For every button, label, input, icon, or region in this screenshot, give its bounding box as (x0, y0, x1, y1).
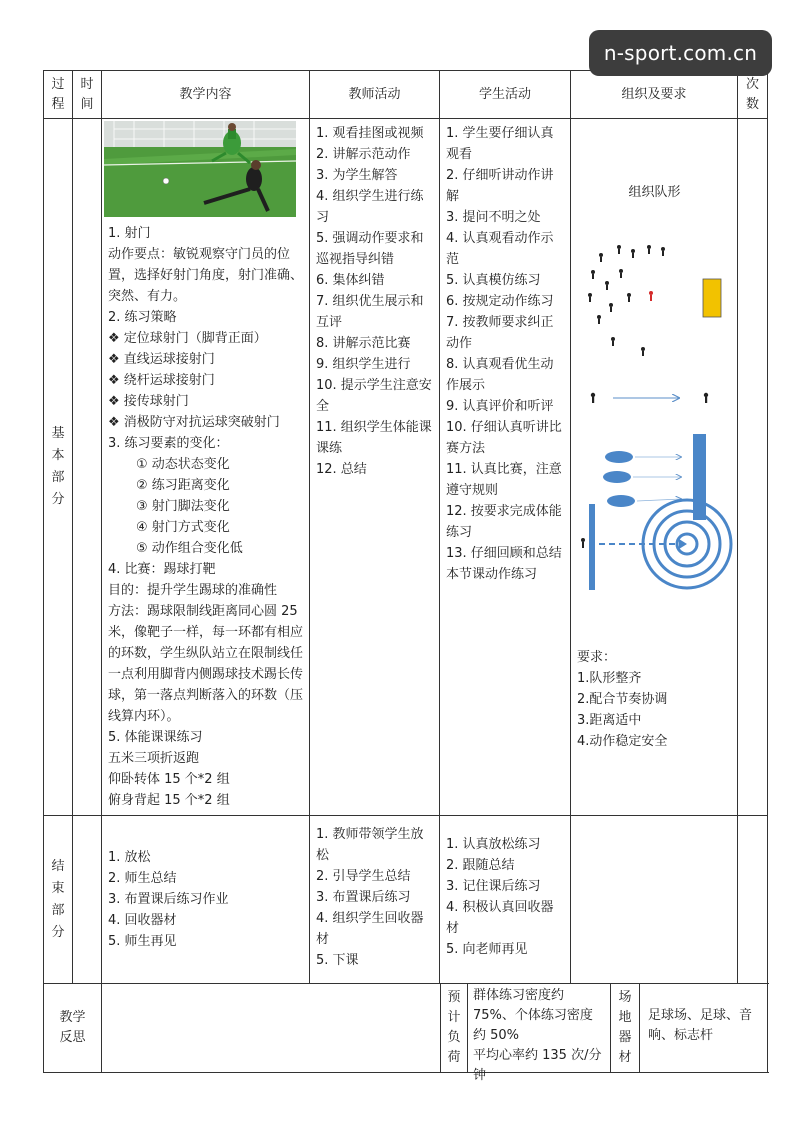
ending-content-item: 4. 回收器材 (108, 913, 177, 928)
basic-content-text (102, 223, 309, 815)
ending-org-cell (571, 816, 738, 984)
lesson-plan-table (43, 70, 768, 1083)
requirements-block (577, 647, 667, 752)
content-line: 俯身背起 15 个*2 组 (108, 793, 230, 808)
requirement-item: 2.配合节奏协调 (577, 692, 668, 707)
leader-icon (649, 291, 653, 301)
ending-student-item: 4. 积极认真回收器材 (446, 900, 554, 936)
ending-teacher-cell (310, 816, 440, 984)
basic-count-cell (738, 119, 768, 816)
reflection-content (102, 984, 441, 1072)
player-icon (631, 249, 635, 258)
site-watermark: n-sport.com.cn (589, 30, 772, 76)
teacher-item: 1. 观看挂图或视频 (316, 126, 424, 141)
ending-content-list (102, 843, 309, 956)
content-line: 2. 练习策略 (108, 310, 177, 325)
student-item: 7. 按教师要求纠正动作 (446, 315, 554, 351)
ending-teacher-item: 5. 下课 (316, 953, 359, 968)
basic-content-cell (102, 119, 310, 816)
content-line: ❖ 接传球射门 (108, 394, 189, 409)
formation-diagram (571, 119, 737, 749)
requirement-item: 3.距离适中 (577, 713, 642, 728)
ending-content-item: 2. 师生总结 (108, 871, 177, 886)
teacher-item: 3. 为学生解答 (316, 168, 398, 183)
ending-teacher-item: 4. 组织学生回收器材 (316, 911, 424, 947)
footer-detail-cell (102, 984, 768, 1083)
limit-line-icon (589, 504, 595, 590)
player-icon (611, 337, 615, 346)
soccer-shot-photo (104, 121, 296, 217)
ending-student-list (440, 816, 570, 964)
content-line: ② 练习距离变化 (136, 478, 230, 493)
ending-student-item: 2. 跟随总结 (446, 858, 515, 873)
teacher-item: 12. 总结 (316, 462, 367, 477)
content-line: 五米三项折返跑 (108, 751, 200, 766)
player-icon (641, 347, 645, 356)
basic-org-cell (571, 119, 738, 816)
player-icon (588, 293, 592, 302)
student-item: 9. 认真评价和听评 (446, 399, 554, 414)
header-row (44, 71, 768, 119)
player-icon (661, 247, 665, 256)
target-svg (571, 494, 736, 624)
header-teacher: 教师活动 (310, 71, 440, 119)
goal-target-icon (703, 279, 721, 317)
requirements-title: 要求： (577, 650, 617, 665)
content-line: 5. 体能课课练习 (108, 730, 203, 745)
content-line: ❖ 绕杆运球接射门 (108, 373, 215, 388)
header-count: 次数 (738, 71, 768, 119)
student-activity-list (440, 119, 570, 589)
ending-content-item: 3. 布置课后练习作业 (108, 892, 229, 907)
lesson-plan-sheet (43, 70, 767, 1083)
reflection-label: 教学反思 (44, 984, 102, 1073)
player-icon (609, 303, 613, 312)
student-item: 11. 认真比赛，注意遵守规则 (446, 462, 562, 498)
ending-student-item: 5. 向老师再见 (446, 942, 528, 957)
cone-icon (605, 451, 633, 463)
ending-content-cell (102, 816, 310, 984)
content-line: ④ 射门方式变化 (136, 520, 230, 535)
player-icon (619, 269, 623, 278)
player-icon (599, 253, 603, 262)
cone-icon (603, 471, 631, 483)
content-line: 方法：踢球限制线距离同心圆 25 米，像靶子一样，每一环都有相应的环数，学生纵队站立在限制线任一点利用脚背内侧踢球技术踢长传球，第一落点判断落入的环数（压线算内环）。 (108, 604, 304, 724)
basic-time-cell (73, 119, 102, 816)
header-content: 教学内容 (102, 71, 310, 119)
student-item: 5. 认真模仿练习 (446, 273, 541, 288)
teacher-item: 11. 组织学生体能课课练 (316, 420, 432, 456)
player-icon (627, 293, 631, 302)
player-icon (591, 270, 595, 279)
content-line: ❖ 定位球射门（脚背正面） (108, 331, 267, 346)
basic-section-row (44, 119, 768, 816)
content-line: ❖ 消极防守对抗运球突破射门 (108, 415, 280, 430)
ending-count-cell (738, 816, 768, 984)
content-line: 1. 射门 (108, 226, 151, 241)
content-line: ❖ 直线运球接射门 (108, 352, 215, 367)
player-icon (617, 245, 621, 254)
student-item: 13. 仔细回顾和总结本节课动作练习 (446, 546, 562, 582)
venue-label: 场地器材 (611, 984, 640, 1072)
player-icon (581, 538, 585, 548)
content-line: 3. 练习要素的变化： (108, 436, 229, 451)
teacher-item: 7. 组织优生展示和互评 (316, 294, 424, 330)
teacher-item: 5. 强调动作要求和巡视指导纠错 (316, 231, 424, 267)
content-line: 仰卧转体 15 个*2 组 (108, 772, 230, 787)
player-icon (605, 281, 609, 290)
teacher-activity-list (310, 119, 439, 484)
teacher-item: 6. 集体纠错 (316, 273, 385, 288)
student-item: 4. 认真观看动作示范 (446, 231, 554, 267)
ending-content-item: 5. 师生再见 (108, 934, 177, 949)
ending-teacher-item: 3. 布置课后练习 (316, 890, 411, 905)
header-time: 时间 (73, 71, 102, 119)
ending-section-label: 结束部分 (44, 816, 73, 984)
teacher-item: 4. 组织学生进行练习 (316, 189, 424, 225)
ending-section-row (44, 816, 768, 984)
player-icon (647, 245, 651, 254)
ending-teacher-item: 2. 引导学生总结 (316, 869, 411, 884)
venue-text: 足球场、足球、音响、标志杆 (648, 1008, 753, 1043)
content-line: ③ 射门脚法变化 (136, 499, 230, 514)
ending-teacher-list (310, 816, 439, 975)
player-icon (591, 393, 595, 403)
requirement-item: 4.动作稳定安全 (577, 734, 668, 749)
requirement-item: 1.队形整齐 (577, 671, 642, 686)
player-icon (704, 393, 708, 403)
teacher-item: 10. 提示学生注意安全 (316, 378, 432, 414)
header-student: 学生活动 (440, 71, 571, 119)
basic-section-label: 基本部分 (44, 119, 73, 816)
content-line: 4. 比赛：踢球打靶 (108, 562, 216, 577)
formation-title: 组织队形 (628, 185, 681, 200)
student-item: 1. 学生要仔细认真观看 (446, 126, 554, 162)
ending-time-cell (73, 816, 102, 984)
student-item: 10. 仔细认真听讲比赛方法 (446, 420, 562, 456)
content-line: ① 动态状态变化 (136, 457, 230, 472)
ending-student-item: 3. 记住课后练习 (446, 879, 541, 894)
basic-student-cell (440, 119, 571, 816)
student-item: 8. 认真观看优生动作展示 (446, 357, 554, 393)
ending-teacher-item: 1. 教师带领学生放松 (316, 827, 424, 863)
footer-inner (102, 984, 767, 1083)
student-item: 3. 提问不明之处 (446, 210, 541, 225)
teacher-item: 2. 讲解示范动作 (316, 147, 411, 162)
header-org: 组织及要求 (571, 71, 738, 119)
load-label: 预计负荷 (441, 984, 468, 1072)
ending-student-cell (440, 816, 571, 984)
player-icon (597, 315, 601, 324)
content-line: ⑤ 动作组合变化低 (136, 541, 243, 556)
load-text: 群体练习密度约 75%、个体练习密度约 50% 平均心率约 135 次/分钟 (468, 984, 611, 1072)
header-process: 过程 (44, 71, 73, 119)
ending-student-item: 1. 认真放松练习 (446, 837, 541, 852)
teacher-item: 8. 讲解示范比赛 (316, 336, 411, 351)
content-line: 动作要点：敏锐观察守门员的位置，选择好射门角度，射门准确、突然、有力。 (108, 247, 304, 304)
student-item: 12. 按要求完成体能练习 (446, 504, 562, 540)
footer-row (44, 984, 768, 1073)
teacher-item: 9. 组织学生进行 (316, 357, 411, 372)
student-item: 2. 仔细听讲动作讲解 (446, 168, 554, 204)
ending-content-item: 1. 放松 (108, 850, 151, 865)
student-item: 6. 按规定动作练习 (446, 294, 554, 309)
basic-teacher-cell (310, 119, 440, 816)
content-line: 目的：提升学生踢球的准确性 (108, 583, 278, 598)
